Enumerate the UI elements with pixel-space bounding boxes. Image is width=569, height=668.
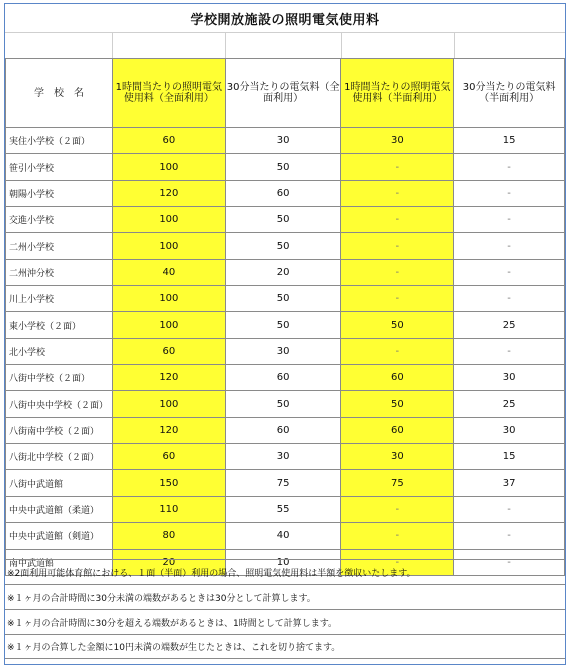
table-row — [6, 417, 565, 443]
header-half-1h: 1時間当たりの照明電気使用料（半面利用） — [341, 59, 454, 128]
cell-full-30m: 30 — [225, 128, 341, 154]
cell-full-1h: 100 — [112, 391, 225, 417]
cell-school-name: 八街北中学校（２面） — [6, 444, 113, 470]
cell-full-30m: 50 — [225, 312, 341, 338]
fee-table — [5, 58, 565, 576]
cell-half-1h: - — [341, 286, 454, 312]
blank-cell — [5, 32, 112, 58]
cell-half-30m: - — [454, 154, 565, 180]
note: ※2面利用可能体育館における、１面（半面）利用の場合、照明電気使用料は半額を徴収いたします。 — [5, 559, 565, 584]
spreadsheet — [4, 3, 566, 665]
cell-half-30m: 25 — [454, 391, 565, 417]
cell-school-name: 中央中武道館（剣道） — [6, 523, 113, 549]
cell-full-30m: 50 — [225, 286, 341, 312]
cell-half-1h: - — [341, 233, 454, 259]
cell-school-name: 二州沖分校 — [6, 259, 113, 285]
cell-full-30m: 50 — [225, 391, 341, 417]
table-row — [6, 523, 565, 549]
cell-full-30m: 40 — [225, 523, 341, 549]
table-row — [6, 180, 565, 206]
cell-full-30m: 60 — [225, 417, 341, 443]
cell-full-30m: 75 — [225, 470, 341, 496]
cell-full-1h: 110 — [112, 496, 225, 522]
cell-full-1h: 120 — [112, 365, 225, 391]
cell-full-1h: 100 — [112, 154, 225, 180]
cell-school-name: 川上小学校 — [6, 286, 113, 312]
cell-half-1h: 50 — [341, 312, 454, 338]
table-row — [6, 496, 565, 522]
header-half-30m: 30分当たりの電気料（半面利用） — [454, 59, 565, 128]
cell-half-1h: - — [341, 207, 454, 233]
cell-school-name: 朝陽小学校 — [6, 180, 113, 206]
cell-full-1h: 100 — [112, 312, 225, 338]
header-row — [6, 59, 565, 128]
cell-full-1h: 40 — [112, 259, 225, 285]
cell-half-30m: 15 — [454, 444, 565, 470]
cell-full-30m: 30 — [225, 338, 341, 364]
cell-school-name: 笹引小学校 — [6, 154, 113, 180]
cell-half-30m: - — [454, 338, 565, 364]
header-full-1h: 1時間当たりの照明電気使用料（全面利用） — [112, 59, 225, 128]
cell-half-1h: 60 — [341, 365, 454, 391]
cell-school-name: 北小学校 — [6, 338, 113, 364]
cell-full-30m: 50 — [225, 207, 341, 233]
cell-school-name: 交進小学校 — [6, 207, 113, 233]
cell-half-30m: 37 — [454, 470, 565, 496]
cell-full-1h: 100 — [112, 233, 225, 259]
cell-half-1h: - — [341, 338, 454, 364]
cell-half-1h: 50 — [341, 391, 454, 417]
cell-half-30m: - — [454, 180, 565, 206]
table-row — [6, 259, 565, 285]
table-row — [6, 312, 565, 338]
cell-half-30m: - — [454, 286, 565, 312]
header-school-name: 学 校 名 — [6, 59, 113, 128]
table-row — [6, 128, 565, 154]
table-row — [6, 444, 565, 470]
blank-row — [5, 32, 565, 58]
blank-cell — [112, 32, 225, 58]
cell-half-1h: 60 — [341, 417, 454, 443]
cell-half-1h: 30 — [341, 444, 454, 470]
cell-full-1h: 20 — [112, 549, 225, 575]
cell-full-30m: 30 — [225, 444, 341, 470]
table-row — [6, 365, 565, 391]
table-body — [6, 128, 565, 576]
table-row — [6, 338, 565, 364]
cell-half-30m: - — [454, 233, 565, 259]
note: ※１ヶ月の合算した金額に10円未満の端数が生じたときは、これを切り捨てます。 — [5, 634, 565, 659]
cell-half-30m: 25 — [454, 312, 565, 338]
cell-school-name: 中央中武道館（柔道） — [6, 496, 113, 522]
table-row — [6, 470, 565, 496]
cell-full-1h: 80 — [112, 523, 225, 549]
cell-school-name: 東小学校（２面） — [6, 312, 113, 338]
cell-full-30m: 60 — [225, 180, 341, 206]
cell-half-30m: - — [454, 496, 565, 522]
blank-cell — [225, 32, 341, 58]
cell-full-1h: 60 — [112, 338, 225, 364]
cell-half-30m: 30 — [454, 417, 565, 443]
cell-half-1h: - — [341, 549, 454, 575]
cell-half-30m: - — [454, 549, 565, 575]
cell-full-1h: 100 — [112, 286, 225, 312]
cell-half-1h: - — [341, 154, 454, 180]
cell-full-30m: 10 — [225, 549, 341, 575]
cell-half-30m: - — [454, 207, 565, 233]
cell-school-name: 実住小学校（２面） — [6, 128, 113, 154]
note: ※１ヶ月の合計時間に30分を超える端数があるときは、1時間として計算します。 — [5, 609, 565, 634]
cell-school-name: 二州小学校 — [6, 233, 113, 259]
cell-half-1h: - — [341, 180, 454, 206]
cell-half-30m: 15 — [454, 128, 565, 154]
cell-full-30m: 55 — [225, 496, 341, 522]
notes — [5, 559, 565, 659]
cell-full-1h: 150 — [112, 470, 225, 496]
cell-school-name: 八街南中学校（２面） — [6, 417, 113, 443]
cell-full-30m: 60 — [225, 365, 341, 391]
cell-full-1h: 100 — [112, 207, 225, 233]
cell-half-1h: - — [341, 523, 454, 549]
blank-cell — [341, 32, 454, 58]
note: ※１ヶ月の合計時間に30分未満の端数があるときは30分として計算します。 — [5, 584, 565, 609]
table-row — [6, 233, 565, 259]
cell-half-1h: - — [341, 496, 454, 522]
cell-half-30m: - — [454, 523, 565, 549]
table-row — [6, 154, 565, 180]
table-row — [6, 391, 565, 417]
cell-school-name: 八街中学校（２面） — [6, 365, 113, 391]
cell-half-1h: - — [341, 259, 454, 285]
cell-school-name: 八街中武道館 — [6, 470, 113, 496]
cell-half-1h: 75 — [341, 470, 454, 496]
cell-full-1h: 120 — [112, 417, 225, 443]
table-row — [6, 207, 565, 233]
cell-full-30m: 50 — [225, 154, 341, 180]
cell-school-name: 南中武道館 — [6, 549, 113, 575]
cell-full-1h: 120 — [112, 180, 225, 206]
cell-full-1h: 60 — [112, 444, 225, 470]
cell-half-30m: - — [454, 259, 565, 285]
cell-school-name: 八街中央中学校（２面） — [6, 391, 113, 417]
cell-half-30m: 30 — [454, 365, 565, 391]
cell-half-1h: 30 — [341, 128, 454, 154]
header-full-30m: 30分当たりの電気料（全面利用） — [225, 59, 341, 128]
cell-full-30m: 20 — [225, 259, 341, 285]
page-title: 学校開放施設の照明電気使用料 — [190, 12, 380, 28]
cell-full-30m: 50 — [225, 233, 341, 259]
cell-full-1h: 60 — [112, 128, 225, 154]
blank-cell — [454, 32, 565, 58]
table-row — [6, 286, 565, 312]
